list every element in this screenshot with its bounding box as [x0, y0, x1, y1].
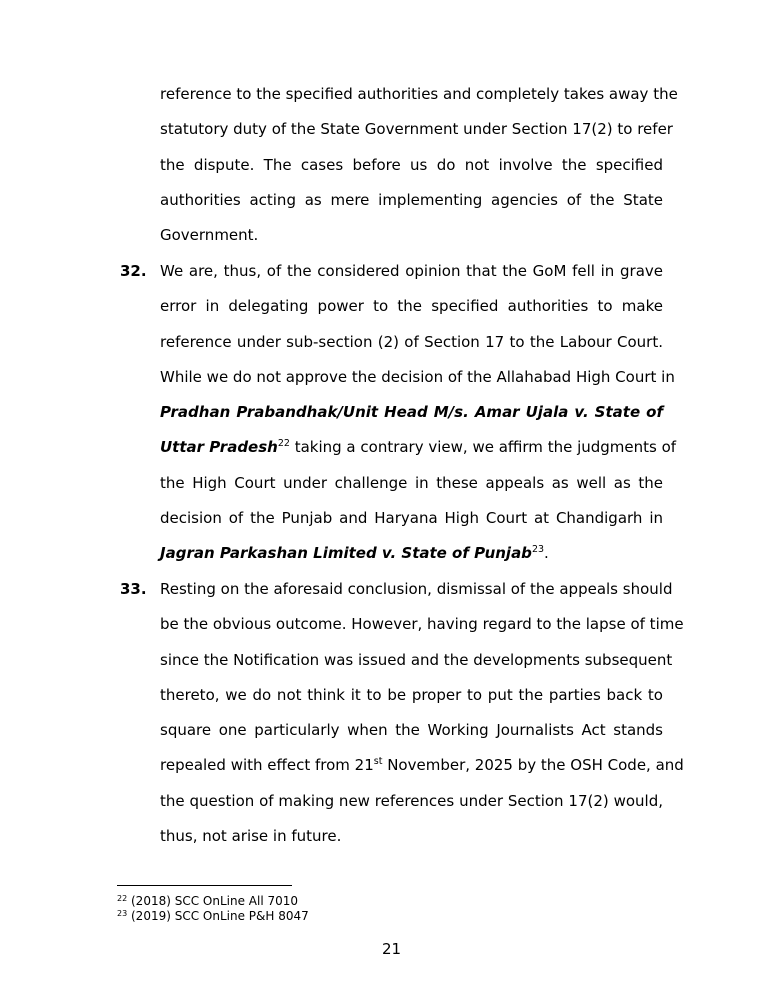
text-fragment: repealed with effect from 21: [160, 756, 374, 775]
footnote-ref-23: 23: [531, 544, 545, 556]
footnote-number: 23: [117, 909, 128, 918]
text-line: reference under sub-section (2) of Section 17 to the Labour Court.: [160, 332, 663, 351]
text-line: the High Court under challenge in these appeals as well as the: [160, 473, 663, 492]
text-line: be the obvious outcome. However, having regard to the lapse of time: [160, 615, 684, 634]
text-line: [160, 748, 684, 783]
paragraph-number-32: 32.: [120, 262, 147, 280]
text-fragment: taking a contrary view, we affirm the judgments of: [289, 438, 677, 457]
case-citation-amar-ujala: Pradhan Prabandhak/Unit Head M/s. Amar Ujala v. State of: [160, 403, 663, 422]
text-fragment: November, 2025 by the OSH Code, and: [382, 756, 684, 775]
footnote-divider: [117, 885, 292, 886]
text-line: thus, not arise in future.: [160, 827, 342, 846]
text-line: We are, thus, of the considered opinion that the GoM fell in grave: [160, 262, 663, 280]
case-citation-jagran: Jagran Parkashan Limited v. State of Punjab: [160, 544, 532, 563]
text-line: [160, 430, 677, 465]
text-line: the question of making new references under Section 17(2) would,: [160, 791, 663, 810]
text-line: authorities acting as mere implementing agencies of the State: [160, 190, 663, 209]
case-citation-uttar-pradesh: Uttar Pradesh: [160, 438, 278, 457]
text-line: Resting on the aforesaid conclusion, dismissal of the appeals should: [160, 580, 673, 598]
footnote-text: (2018) SCC OnLine All 7010: [127, 894, 299, 908]
text-line: [160, 536, 663, 571]
page-number: 21: [381, 940, 402, 958]
text-line: thereto, we do not think it to be proper to put the parties back to: [160, 685, 663, 704]
footnote-22: [117, 894, 298, 908]
footnote-number: 22: [117, 894, 128, 903]
paragraph-32: [160, 254, 677, 572]
text-line: reference to the specified authorities and completely takes away the: [160, 85, 678, 103]
footnote-text: (2019) SCC OnLine P&H 8047: [127, 909, 309, 923]
paragraph-continuation: [160, 77, 678, 253]
text-line: the dispute. The cases before us do not involve the specified: [160, 155, 663, 174]
paragraph-number-33: 33.: [120, 580, 147, 598]
text-line: While we do not approve the decision of the Allahabad High Court in: [160, 367, 675, 386]
footnote-ref-22: 22: [277, 438, 290, 450]
text-line: decision of the Punjab and Haryana High Court at Chandigarh in: [160, 509, 663, 528]
ordinal-suffix: st: [373, 756, 383, 768]
footnote-23: [117, 909, 309, 923]
text-line: since the Notification was issued and the developments subsequent: [160, 650, 673, 669]
text-fragment: .: [544, 544, 549, 563]
paragraph-33: [160, 572, 684, 854]
text-line: Government.: [160, 226, 259, 245]
text-line: square one particularly when the Working Journalists Act stands: [160, 721, 663, 740]
text-line: statutory duty of the State Government under Section 17(2) to refer: [160, 120, 673, 139]
text-line: error in delegating power to the specified authorities to make: [160, 297, 663, 316]
